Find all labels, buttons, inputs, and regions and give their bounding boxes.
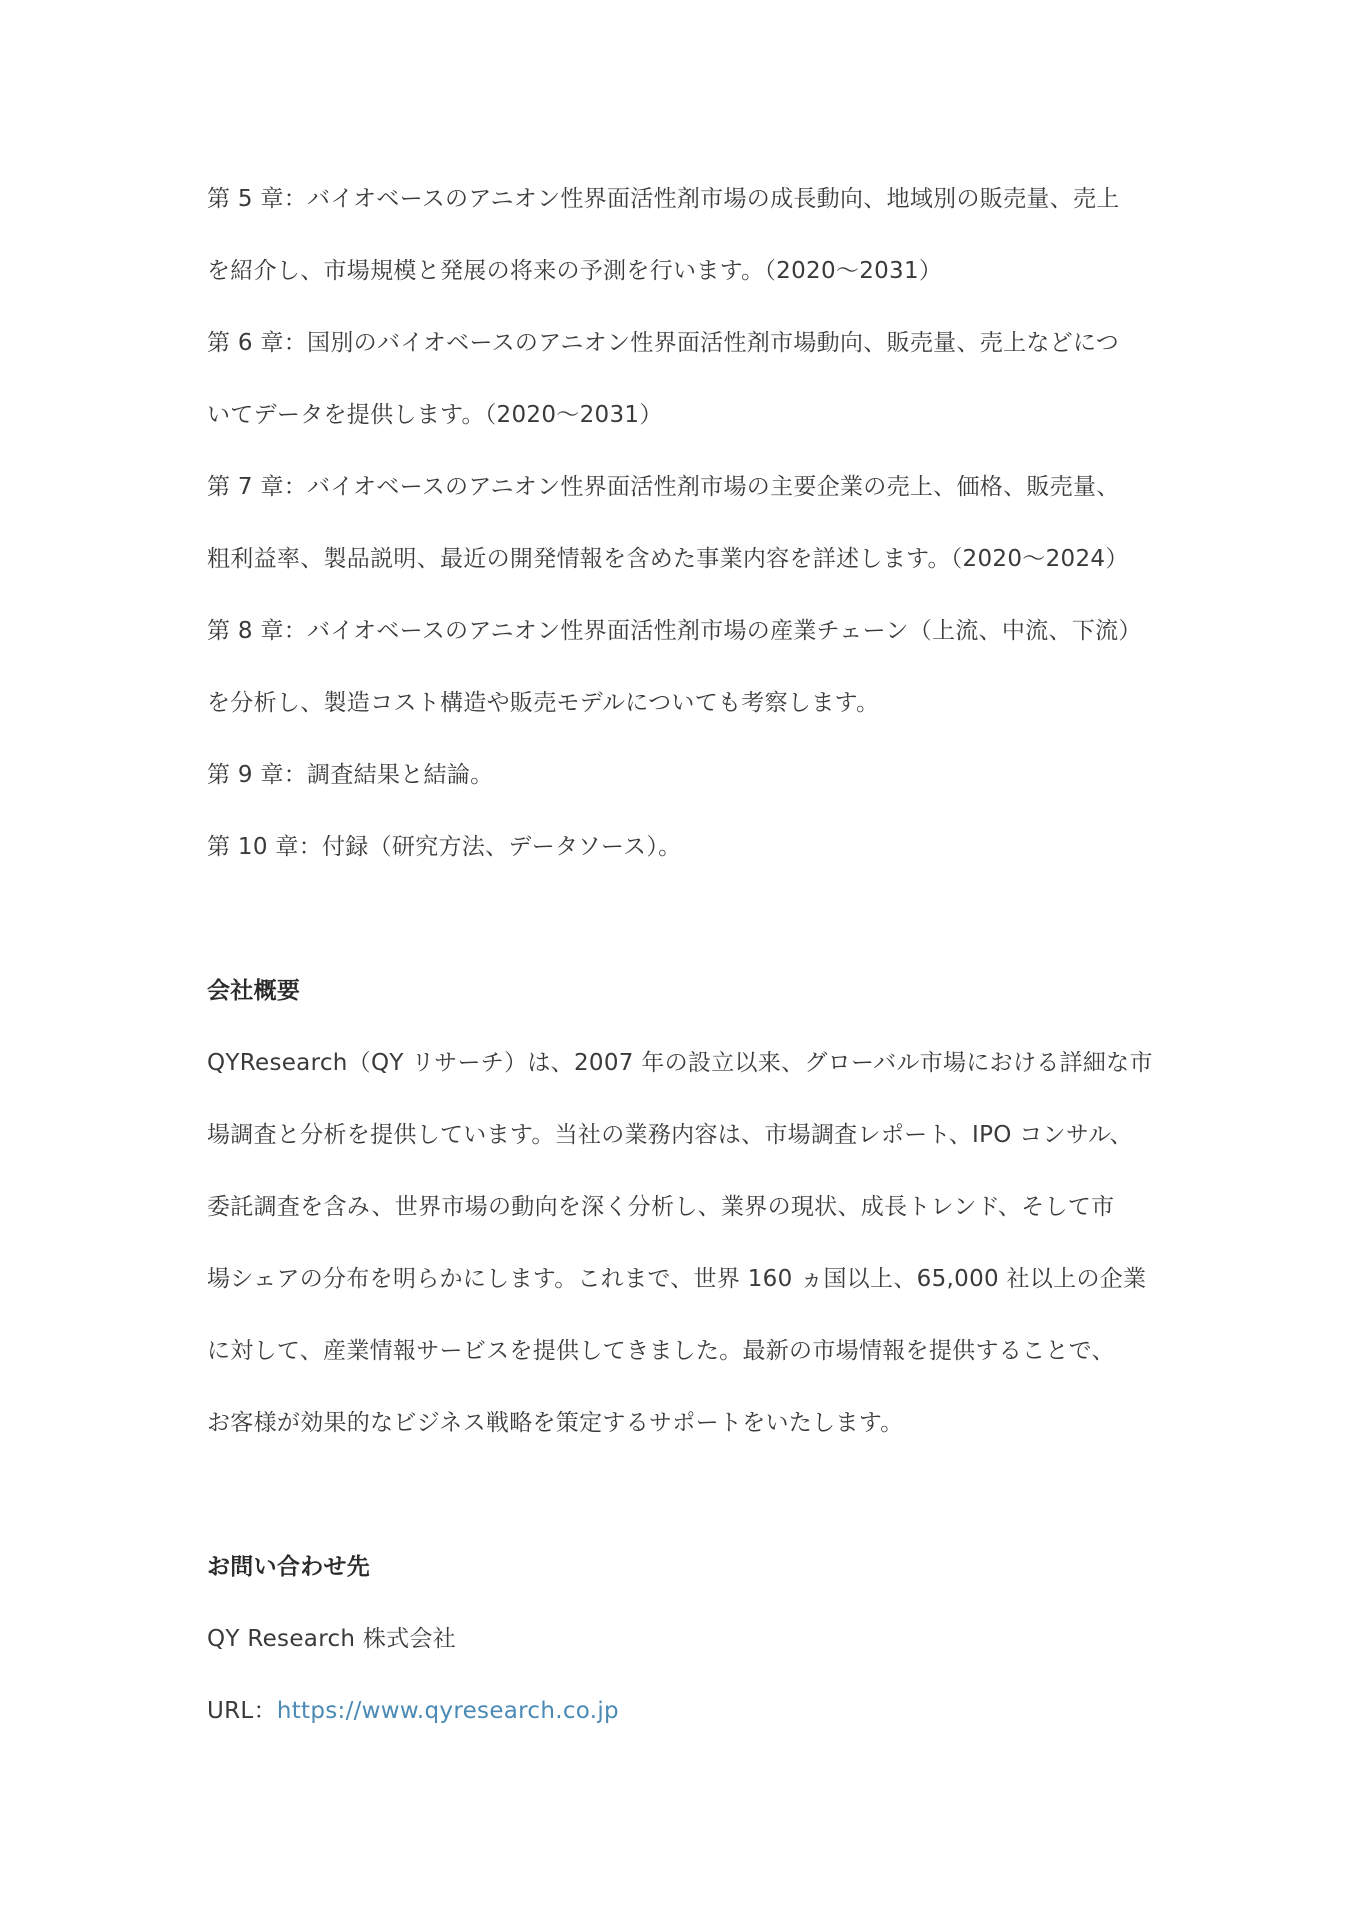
- chapter-5-line-1: 第 5 章：バイオベースのアニオン性界面活性剤市場の成長動向、地域別の販売量、売上: [207, 186, 1120, 212]
- chapter-9-line: 第 9 章：調査結果と結論。: [207, 762, 494, 788]
- company-overview-line-4: 場シェアの分布を明らかにします。これまで、世界 160 ヵ国以上、65,000 社以上の企業: [207, 1266, 1147, 1292]
- url-label: URL：: [207, 1698, 277, 1724]
- chapter-7-line-2: 粗利益率、製品説明、最近の開発情報を含めた事業内容を詳述します。（2020～2024）: [207, 546, 1129, 572]
- company-overview-line-2: 場調査と分析を提供しています。当社の業務内容は、市場調査レポート、IPO コンサル、: [207, 1122, 1133, 1148]
- contact-company-name: QY Research 株式会社: [207, 1626, 457, 1652]
- company-overview-line-3: 委託調査を含み、世界市場の動向を深く分析し、業界の現状、成長トレンド、そして市: [207, 1194, 1115, 1220]
- contact-heading: お問い合わせ先: [207, 1554, 371, 1580]
- chapter-5-line-2: を紹介し、市場規模と発展の将来の予測を行います。（2020～2031）: [207, 258, 943, 284]
- company-overview-line-5: に対して、産業情報サービスを提供してきました。最新の市場情報を提供することで、: [207, 1338, 1115, 1364]
- chapter-8-line-1: 第 8 章：バイオベースのアニオン性界面活性剤市場の産業チェーン（上流、中流、下流）: [207, 618, 1142, 644]
- chapter-6-line-1: 第 6 章：国別のバイオベースのアニオン性界面活性剤市場動向、販売量、売上などにつ: [207, 330, 1120, 356]
- company-overview-line-6: お客様が効果的なビジネス戦略を策定するサポートをいたします。: [207, 1410, 904, 1436]
- company-website-link[interactable]: https://www.qyresearch.co.jp: [276, 1698, 619, 1724]
- chapter-8-line-2: を分析し、製造コスト構造や販売モデルについても考察します。: [207, 690, 880, 716]
- chapter-6-line-2: いてデータを提供します。（2020～2031）: [207, 402, 663, 428]
- company-overview-heading: 会社概要: [207, 978, 301, 1004]
- chapter-10-line: 第 10 章：付録（研究方法、データソース）。: [207, 834, 682, 860]
- company-overview-line-1: QYResearch（QY リサーチ）は、2007 年の設立以来、グローバル市場における詳細な市: [207, 1050, 1153, 1076]
- chapter-7-line-1: 第 7 章：バイオベースのアニオン性界面活性剤市場の主要企業の売上、価格、販売量、: [207, 474, 1120, 500]
- contact-url-row: [207, 1696, 619, 1726]
